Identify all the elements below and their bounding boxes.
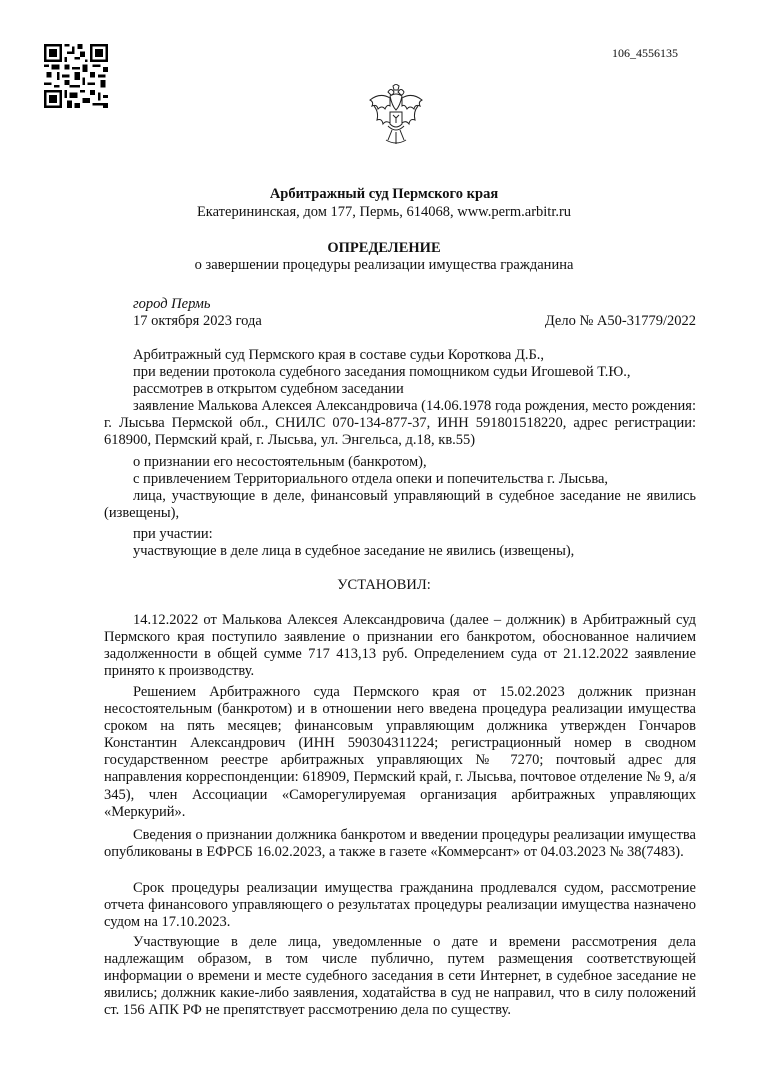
intro-bankruptcy: о признании его несостоятельным (банкротом), xyxy=(133,454,427,470)
city: город Пермь xyxy=(133,296,211,312)
coat-of-arms-icon xyxy=(366,84,426,148)
qr-code-icon xyxy=(44,44,108,108)
body-paragraph-3-text: Сведения о признании должника банкротом и введении процедуры реализации имущества опубликованы в ЕФРСБ 16.02.2023, а также в газете «Коммерсант» от 04.03.2023 № 38(7483). xyxy=(104,827,696,861)
intro-participants: участвующие в деле лица в судебное заседание не явились (извещены), xyxy=(133,543,575,559)
intro-absent xyxy=(104,488,696,522)
document-id: 106_4556135 xyxy=(612,46,678,60)
body-paragraph-5-text: Участвующие в деле лица, уведомленные о дате и времени рассмотрения дела надлежащим образом, в том числе публично, путем размещения соответствующей информации о времени и месте судебного заседания в сети Интернет, в судебное заседание не явились; должник какие-либо заявления, ходатайства в суд не направил, что в силу положений ст. 156 АПК РФ не препятствует рассмотрению дела по существу. xyxy=(104,934,696,1019)
body-paragraph-3 xyxy=(104,827,696,861)
body-paragraph-4 xyxy=(104,880,696,931)
body-paragraph-2 xyxy=(104,684,696,821)
body-paragraph-2-text: Решением Арбитражного суда Пермского края от 15.02.2023 должник признан несостоятельным (банкротом) и в отношении него введена процедура реализации имущества сроком на пять месяцев; финансовым управляющим должника утвержден Гончаров Константин Александрович (ИНН 590304311224; регистрационный номер в сводном государственном реестре арбитражных управляющих № 7270; почтовый адрес для направления корреспонденции: 618909, Пермский край, г. Лысьва, почтовое отделение № 9, а/я 345), член Ассоциации «Саморегулируемая организация арбитражных управляющих «Меркурий». xyxy=(104,684,696,820)
intro-secretary: при ведении протокола судебного заседания помощником судьи Игошевой Т.Ю., xyxy=(133,364,631,380)
case-number: Дело № А50-31779/2022 xyxy=(544,313,696,329)
body-paragraph-1-text: 14.12.2022 от Малькова Алексея Александровича (далее – должник) в Арбитражный суд Пермского края поступило заявление о признании его банкротом, обоснованное наличием задолженности в общей сумме 717 413,13 руб. Определением суда от 21.12.2022 заявление принято к производству. xyxy=(104,612,696,680)
document-title: ОПРЕДЕЛЕНИЕ xyxy=(327,240,441,256)
document-subtitle: о завершении процедуры реализации имущества гражданина xyxy=(194,257,574,273)
section-title: УСТАНОВИЛ: xyxy=(337,577,431,593)
intro-application xyxy=(104,398,696,449)
intro-absent-text: лица, участвующие в деле, финансовый управляющий в судебное заседание не явились (извещены), xyxy=(104,488,696,522)
document-date: 17 октября 2023 года xyxy=(133,313,262,329)
court-name: Арбитражный суд Пермского края xyxy=(269,186,499,202)
body-paragraph-1 xyxy=(104,612,696,680)
body-paragraph-4-text: Срок процедуры реализации имущества гражданина продлевался судом, рассмотрение отчета финансового управляющего о результатах процедуры реализации имущества назначено судом на 17.10.2023. xyxy=(104,880,696,931)
intro-application-text: заявление Малькова Алексея Александровича (14.06.1978 года рождения, место рождения: г. Лысьва Пермской обл., СНИЛС 070-134-877-37, ИНН 591801518220, адрес регистрации: 618900, Пермский край, г. Лысьва, ул. Энгельса, д.18, кв.55) xyxy=(104,398,696,449)
body-paragraph-5 xyxy=(104,934,696,1019)
intro-guardianship: с привлечением Территориального отдела опеки и попечительства г. Лысьва, xyxy=(133,471,609,487)
intro-participation: при участии: xyxy=(133,526,213,542)
intro-considered: рассмотрев в открытом судебном заседании xyxy=(133,381,404,397)
intro-judge: Арбитражный суд Пермского края в составе судьи Короткова Д.Б., xyxy=(133,347,545,363)
court-address: Екатерининская, дом 177, Пермь, 614068, www.perm.arbitr.ru xyxy=(196,204,572,220)
